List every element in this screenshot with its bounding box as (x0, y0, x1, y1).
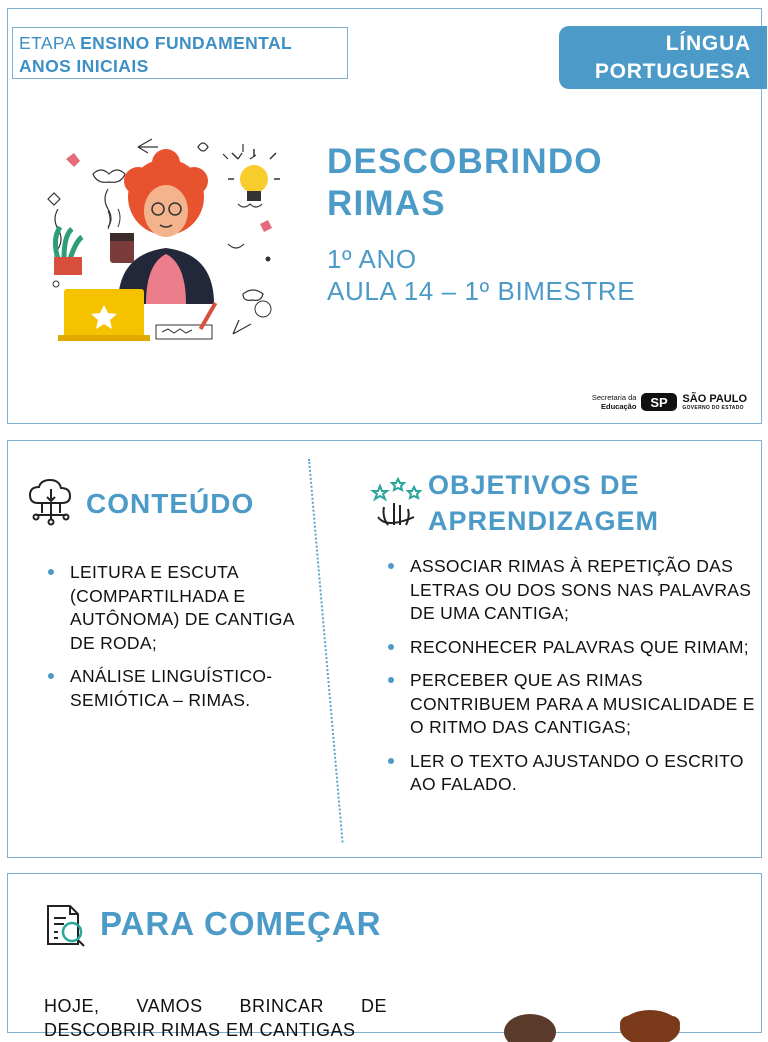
etapa-level: ENSINO FUNDAMENTAL (80, 33, 293, 53)
list-item: RECONHECER PALAVRAS QUE RIMAM; (386, 636, 756, 660)
list-item: LER O TEXTO AJUSTANDO O ESCRITO AO FALADO. (386, 750, 756, 797)
secretaria-label: Secretaria da Educação (591, 393, 637, 411)
list-item: PERCEBER QUE AS RIMAS CONTRIBUEM PARA A MUSICALIDADE E O RITMO DAS CANTIGAS; (386, 669, 756, 740)
objetivos-heading: OBJETIVOS DE APRENDIZAGEM (428, 470, 660, 536)
intro-text-line1: HOJE, VAMOS BRINCAR DE (44, 996, 387, 1016)
cover-slide (7, 8, 762, 424)
subject-badge (559, 26, 767, 89)
title-line2: RIMAS (327, 184, 446, 223)
sp-name: SÃO PAULO (682, 392, 747, 405)
list-item: ANÁLISE LINGUÍSTICO-SEMIÓTICA – RIMAS. (46, 665, 308, 712)
title-line1: DESCOBRINDO (327, 142, 603, 181)
svg-text:SP: SP (650, 395, 669, 410)
conteudo-list (46, 561, 308, 722)
lesson-label: AULA 14 – 1º BIMESTRE (327, 276, 636, 306)
etapa-prefix: ETAPA (19, 33, 75, 53)
sparkle-hand-icon (370, 477, 422, 531)
cloud-network-icon (28, 479, 74, 527)
section-divider (308, 459, 344, 843)
subject-line1: LÍNGUA (665, 32, 751, 55)
etapa-sublevel: ANOS INICIAIS (19, 56, 149, 76)
sp-logo (592, 393, 747, 411)
subject-line2: PORTUGUESA (594, 60, 751, 83)
intro-text-line2: DESCOBRIR RIMAS EM CANTIGAS (44, 1020, 356, 1040)
sp-gov: GOVERNO DO ESTADO (682, 404, 744, 411)
intro-slide (7, 873, 762, 1040)
kids-illustration (478, 1002, 728, 1042)
page-title (327, 141, 747, 225)
etapa-box (12, 27, 348, 79)
list-item: LEITURA E ESCUTA (COMPARTILHADA E AUTÔNOMA) DE CANTIGA DE RODA; (46, 561, 308, 655)
content-slide (7, 440, 762, 858)
comecar-heading: PARA COMEÇAR (100, 905, 382, 942)
document-search-icon (44, 902, 92, 950)
teacher-illustration (38, 129, 288, 344)
grade-label: 1º ANO (327, 244, 417, 274)
list-item: ASSOCIAR RIMAS À REPETIÇÃO DAS LETRAS OU DOS SONS NAS PALAVRAS DE UMA CANTIGA; (386, 555, 756, 626)
objetivos-list (386, 555, 756, 807)
conteudo-heading: CONTEÚDO (86, 488, 255, 519)
sp-mark-icon (641, 393, 677, 411)
